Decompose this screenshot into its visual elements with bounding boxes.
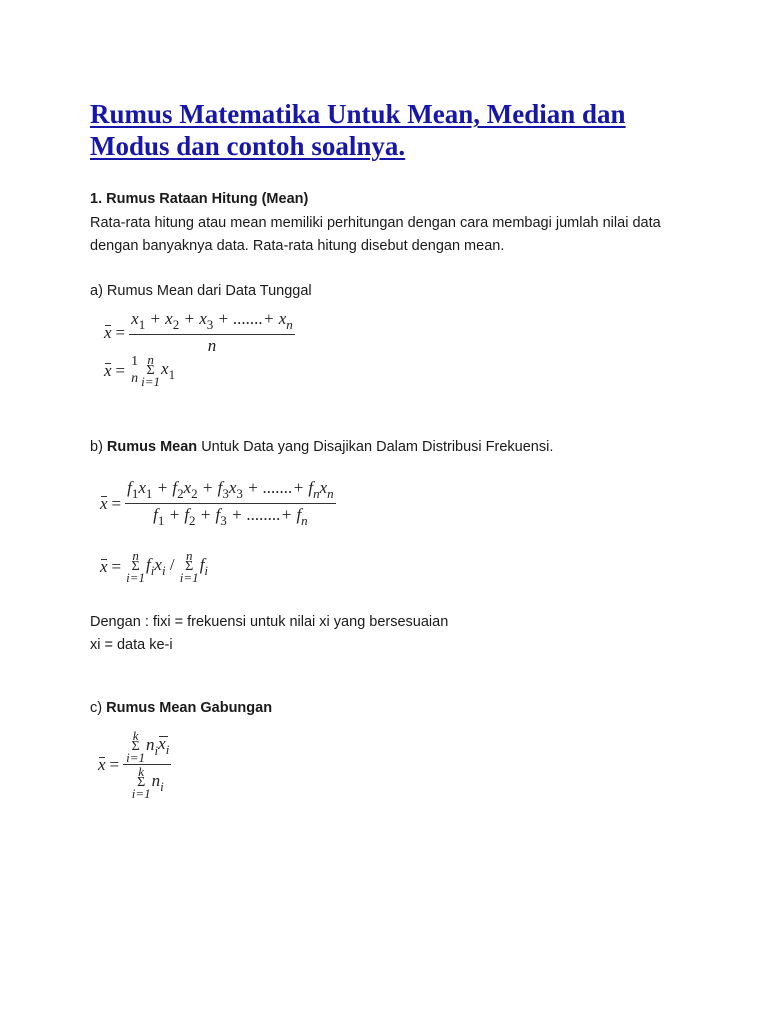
summation-symbol: n Σ i=1	[141, 352, 161, 389]
note-fixi: Dengan : fixi = frekuensi untuk nilai xi yang bersesuaian	[90, 614, 449, 630]
coefficient-fraction: 1 n	[131, 354, 139, 386]
part-a-heading: a) Rumus Mean dari Data Tunggal	[90, 283, 312, 299]
x-bar-symbol: x	[100, 493, 108, 513]
part-b-heading: b) Rumus Mean Untuk Data yang Disajikan Dalam Distribusi Frekuensi.	[90, 439, 554, 455]
page-title[interactable]	[90, 98, 690, 162]
fraction-denominator: k Σ i=1 $n_i$	[131, 764, 164, 801]
fraction	[129, 309, 295, 356]
summation-symbol: n Σ i=1	[179, 548, 199, 585]
x-bar-symbol: x	[100, 556, 108, 576]
fraction-numerator: $x_1 + x_2 + x_3$ + .......+ $x_n$	[129, 309, 295, 335]
summation-symbol: n Σ i=1	[126, 548, 146, 585]
summation-symbol: k Σ i=1	[131, 764, 151, 801]
fraction-denominator: n	[207, 336, 217, 355]
summation-symbol: k Σ i=1	[126, 728, 146, 765]
note-xi: xi = data ke-i	[90, 637, 173, 653]
section-heading-mean: 1. Rumus Rataan Hitung (Mean)	[90, 191, 309, 207]
fraction-numerator: $f_1x_1 + f_2x_2 + f_3x_3$ + .......+ $f_nx_n$	[125, 478, 336, 504]
x-bar-symbol: x	[98, 754, 106, 774]
x-bar-symbol: x	[104, 322, 112, 342]
formula-mean-single-sum: x = 1 n n Σ i=1 $x_1$	[104, 352, 176, 389]
title-link[interactable]: Rumus Matematika Untuk Mean, Median dan Modus dan contoh soalnya.	[90, 99, 626, 161]
formula-mean-single-data: x = $\frac{x_1 + x_2 + x_3 + .......+ x_n}{n}$	[104, 309, 293, 355]
fraction-numerator: k Σ i=1 $n_ix_i$	[123, 730, 171, 765]
formula-mean-frequency-sum: x = n Σ i=1 $f_ix_i$ / n Σ i=1 $f_i$	[100, 548, 209, 585]
fraction	[123, 730, 171, 799]
fraction	[125, 478, 336, 529]
mean-description: Rata-rata hitung atau mean memiliki perhitungan dengan cara membagi jumlah nilai data dengan banyaknya data. Rata-rata hitung disebut dengan mean.	[90, 215, 661, 254]
formula-mean-frequency: x = $\frac{f_1x_1 + f_2x_2 + f_3x_3 + .......+ f_nx_n}{f_1 + f_2 + f_3 + ........+ f_n}$	[100, 478, 334, 528]
x-bar-symbol: x	[104, 360, 112, 380]
part-c-heading: c) Rumus Mean Gabungan	[90, 700, 273, 716]
fraction-denominator: $f_1 + f_2 + f_3$ + ........+ $f_n$	[153, 505, 308, 528]
formula-combined-mean: x = k Σ i=1 $n_ix_i$ k Σ i=1 $n_i$	[98, 728, 170, 801]
